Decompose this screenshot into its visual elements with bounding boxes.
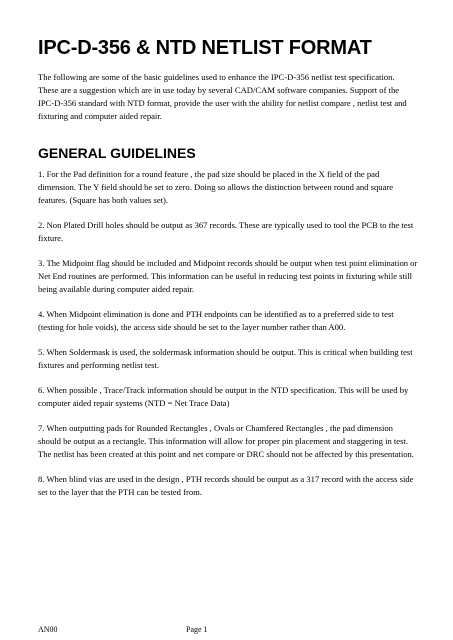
guideline-item: 3. The Midpoint flag should be included and Midpoint records should be output when test point elimination or Net End routines are performed. This information can be useful in reducing test points in fixturing while still being available during computer aided repair.: [38, 258, 418, 294]
guideline-item: 1. For the Pad definition for a round feature , the pad size should be placed in the X field of the pad dimension. The Y field should be set to zero. Doing so allows the distinction between round and square features. (Square has both values set).: [38, 169, 394, 205]
guidelines-list: [38, 168, 418, 511]
page-number: Page 1: [186, 625, 208, 634]
guideline-item: 2. Non Plated Drill holes should be output as 367 records. These are typically used to tool the PCB to the test fixture.: [38, 220, 414, 243]
guideline-item: 6. When possible , Trace/Track information should be output in the NTD specification. This will be used by computer aided repair systems (NTD = Net Trace Data): [38, 385, 409, 408]
guideline-item: 7. When outputting pads for Rounded Rectangles , Ovals or Chamfered Rectangles , the pad dimension should be output as a rectangle. This information will allow for proper pin placement and staggering in test. The netlist has been created at this point and net compare or DRC should not be affected by this presentation.: [38, 423, 414, 459]
guideline-item: 5. When Soldermask is used, the soldermask information should be output. This is critical when building test fixtures and performing netlist test.: [38, 347, 413, 370]
guideline-item: 8. When blind vias are used in the design , PTH records should be output as a 317 record with the access side set to the layer that the PTH can be tested from.: [38, 474, 414, 497]
section-heading: GENERAL GUIDELINES: [38, 145, 196, 161]
page-footer: [38, 624, 418, 636]
guideline-item: 4. When Midpoint elimination is done and PTH endpoints can be identified as to a preferred side to test (testing for hole voids), the access side should be set to the layer number rather than A00.: [38, 309, 394, 332]
intro-paragraph: The following are some of the basic guidelines used to enhance the IPC-D-356 netlist test specification. These are a suggestion which are in use today by several CAD/CAM software companies. Support of the IPC-D-356 standard with NTD format, provide the user with the ability for netlist compare , netlist test and fixturing and computer aided repair.: [38, 72, 407, 121]
footer-doc-code: AN00: [38, 625, 58, 634]
document-title: IPC-D-356 & NTD NETLIST FORMAT: [38, 37, 372, 59]
